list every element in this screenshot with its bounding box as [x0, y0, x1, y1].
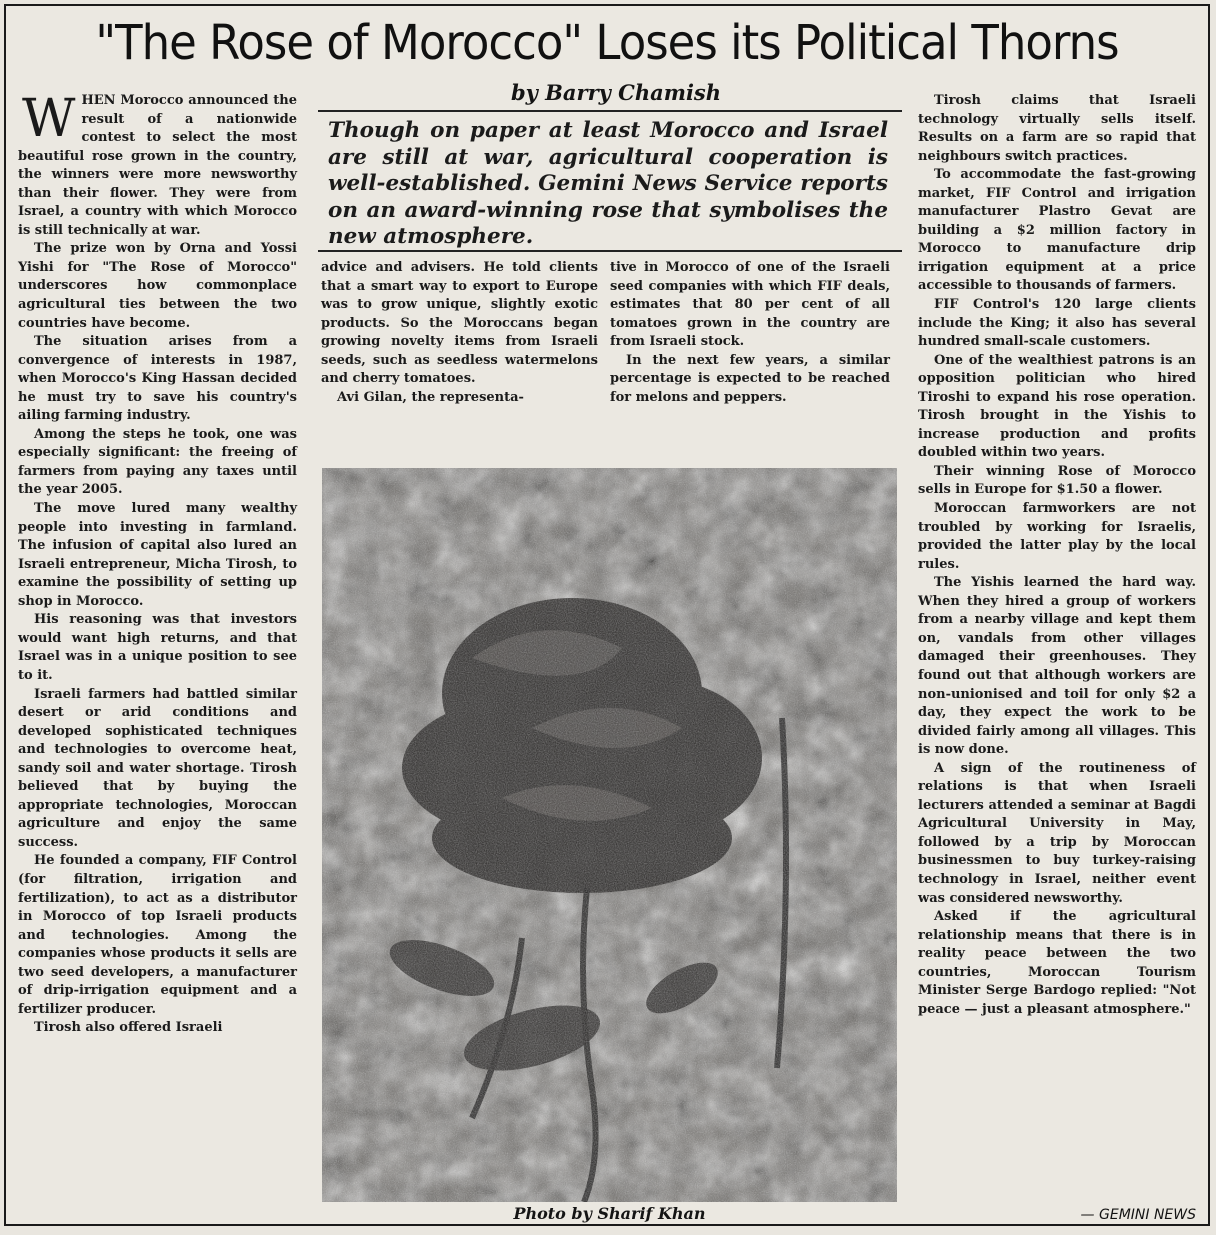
paragraph-20: The Yishis learned the hard way. When they hired a group of workers from a nearby village and kept them on, vandals from other villages damaged their greenhouses. They found out that although workers are non-unionised and toil for only $2 a day, they expect the work to be divided fairly among all villages. This is now done.	[918, 575, 1196, 758]
paragraph-15: To accommodate the fast-growing market, FIF Control and irrigation manufacturer Plastro Gevat are building a $2 million factory in Morocco to manufacture drip irrigation equipment at a price accessible to thousands of farmers.	[918, 167, 1196, 294]
paragraph-4: Among the steps he took, one was especially significant: the freeing of farmers from paying any taxes until the year 2005.	[18, 426, 297, 498]
byline: by Barry Chamish	[510, 80, 722, 105]
paragraph-1-text: HEN Morocco announced the result of a nationwide contest to select the most beautiful rose grown in the country, the winners were more newsworthy than their flower. They were from Israel, a country with which Morocco is still technically at war.	[18, 93, 297, 238]
paragraph-17: One of the wealthiest patrons is an opposition politician who hired Tiroshi to expand his rose operation. Tirosh brought in the Yishis to increase production and profits doubled within two years.	[918, 352, 1196, 461]
paragraph-18: Their winning Rose of Morocco sells in Europe for $1.50 a flower.	[918, 463, 1196, 498]
paragraph-10: advice and advisers. He told clients that a smart way to export to Europe was to grow unique, slightly exotic products. So the Moroccans began growing novelty items from Israeli seeds, such as seedless watermelons and cherry tomatoes.	[321, 260, 598, 387]
newspaper-clipping	[4, 4, 1210, 1226]
paragraph-3: The situation arises from a convergence of interests in 1987, when Morocco's King Hassan decided he must try to save his country's ailing farming industry.	[18, 334, 297, 424]
deck-rule-bottom	[318, 250, 902, 252]
paragraph-11: Avi Gilan, the representa-	[337, 389, 524, 405]
paragraph-12: tive in Morocco of one of the Israeli seed companies with which FIF deals, estimates that 80 per cent of all tomatoes grown in the country are from Israeli stock.	[610, 260, 890, 350]
deck-rule-top	[318, 110, 902, 112]
paragraph-21: A sign of the routineness of relations is that when Israeli lecturers attended a seminar at Bagdi Agricultural University in May, followed by a trip by Moroccan businessmen to buy turkey-raising technology in Israel, neither event was considered newsworthy.	[918, 760, 1196, 906]
paragraph-14: Tirosh claims that Israeli technology virtually sells itself. Results on a farm are so rapid that neighbours switch practices.	[918, 93, 1196, 164]
paragraph-9: Tirosh also offered Israeli	[34, 1020, 223, 1036]
rose-photo-illustration	[322, 468, 897, 1202]
paragraph-13: In the next few years, a similar percentage is expected to be reached for melons and peppers.	[610, 352, 890, 405]
article-column-3	[610, 259, 890, 407]
article-column-1	[18, 89, 297, 1038]
paragraph-22: Asked if the agricultural relationship means that there is in reality peace between the two countries, Moroccan Tourism Minister Serge Bardogo replied: "Not peace — just a pleasant atmosphere."	[918, 909, 1196, 1017]
paragraph-6: His reasoning was that investors would want high returns, and that Israel was in a unique position to see to it.	[18, 612, 297, 683]
signoff: — GEMINI NEWS	[1080, 1207, 1196, 1223]
paragraph-5: The move lured many wealthy people into investing in farmland. The infusion of capital also lured an Israeli entrepreneur, Micha Tirosh, to examine the possibility of setting up shop in Morocco.	[18, 501, 297, 609]
paragraph-19: Moroccan farmworkers are not troubled by working for Israelis, provided the latter play by the local rules.	[918, 501, 1196, 572]
deck-summary: Though on paper at least Morocco and Israel are still at war, agricultural cooperation is well-established. Gemini News Service reports on an award-winning rose that symbolises the new atmosphere.	[328, 118, 888, 249]
rose-photo	[322, 468, 897, 1202]
photo-credit: Photo by Sharif Khan	[513, 1204, 706, 1223]
paragraph-16: FIF Control's 120 large clients include the King; it also has several hundred small-scale customers.	[918, 297, 1196, 350]
paragraph-1	[18, 89, 297, 240]
headline: "The Rose of Morocco" Loses its Political Thorns	[95, 14, 1119, 71]
paragraph-2: The prize won by Orna and Yossi Yishi for "The Rose of Morocco" underscores how commonplace agricultural ties between the two countries have become.	[18, 241, 297, 331]
drop-cap: W	[22, 89, 76, 149]
article-column-4	[918, 92, 1196, 1019]
paragraph-8: He founded a company, FIF Control (for filtration, irrigation and fertilization), to act as a distributor in Morocco of top Israeli products and technologies. Among the companies whose products it sells are two seed developers, a manufacturer of drip-irrigation equipment and a fertilizer producer.	[18, 853, 297, 1017]
article-column-2	[321, 259, 598, 407]
paragraph-7: Israeli farmers had battled similar desert or arid conditions and developed sophisticated techniques and technologies to overcome heat, sandy soil and water shortage. Tirosh believed that by buying the appropriate technologies, Moroccan agriculture and enjoy the same success.	[18, 686, 297, 850]
